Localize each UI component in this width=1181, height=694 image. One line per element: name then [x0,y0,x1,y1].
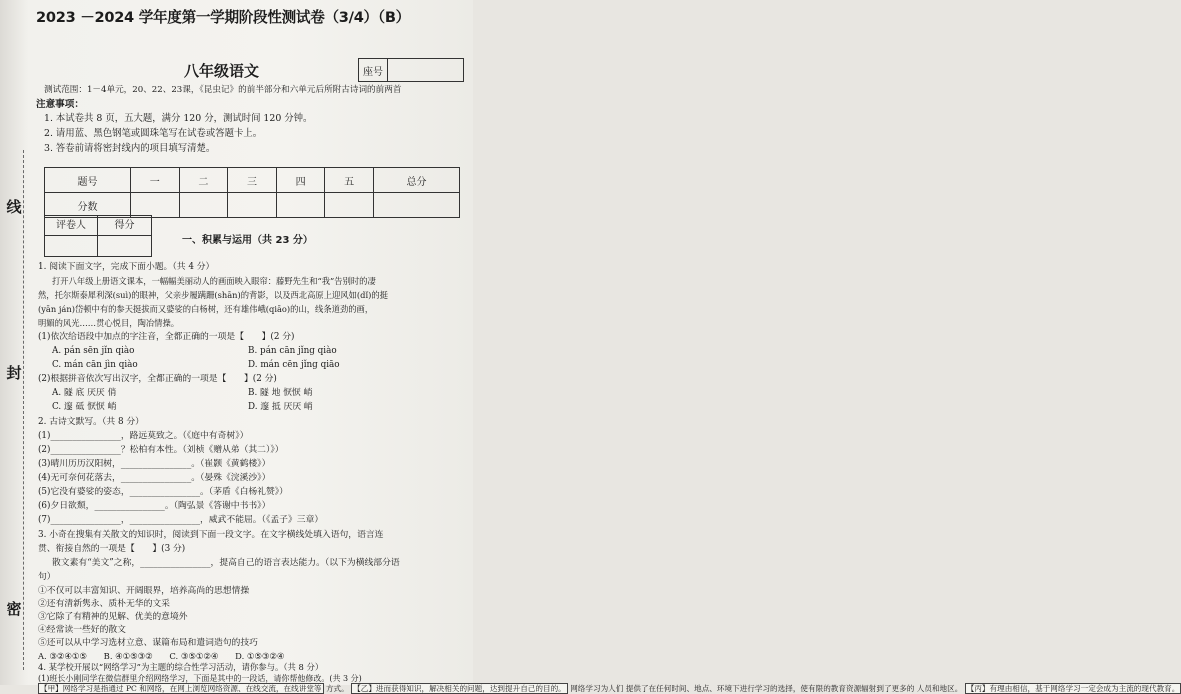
q3-item: ⑤还可以从中学习选材立意、谋篇布局和遣词造句的技巧 [38,638,258,648]
q3-item: ①不仅可以丰富知识、开阔眼界，培养高尚的思想情操 [38,586,250,596]
seal-margin [0,0,34,685]
q4-stem: 4. 某学校开展以“网络学习”为主题的综合性学习活动，请你参与。（共 8 分） [38,662,324,672]
q1-passage-line: 然，托尔斯泰犀利深(suì)的眼神，父亲步履蹒跚(shān)的背影，以及西北高原上迎风如(dǐ)的挺 [38,290,388,300]
score-header: 三 [228,168,277,193]
score-cell[interactable] [373,193,459,218]
seal-char-line: 线 [6,198,22,216]
seal-char-secret: 密 [6,600,22,618]
rater-box [44,215,152,257]
q1-stem: 1. 阅读下面文字，完成下面小题。（共 4 分） [38,262,215,272]
test-scope: 测试范围：1－4单元，20、22、23课，《昆虫记》的前半部分和六单元后所附古诗词的前两首 [44,85,402,95]
q2-stem: 2. 古诗文默写。（共 8 分） [38,417,144,427]
subject-title: 八年级语文 [184,62,260,80]
q1-passage-line: (yān ján)岱顿中有的参天挺拔而又婆娑的白杨树，还有雄伟峨(qiāo)的山，线条道劲的画， [38,304,374,314]
q2-line[interactable]: (6)夕日欲颓，________________。（陶弘景《答谢中书书》） [38,501,271,511]
notice-title: 注意事项： [36,99,84,110]
q4-passage [38,684,1180,694]
q3-options[interactable]: A. ③②④①⑤ B. ④①⑤③② C. ③⑤①②④ D. ①⑤③②④ [38,651,285,661]
score-table-header-row [45,168,460,193]
rater-divider [97,236,98,256]
notice-item: 3. 答卷前请将密封线内的项目填写清楚。 [44,143,216,154]
score-cell[interactable] [228,193,277,218]
q2-line[interactable]: (5)它没有婆娑的姿态，________________。（茅盾《白杨礼赞》） [38,487,288,497]
q3-passage-cont: 句） [38,572,56,582]
seal-char-seal: 封 [6,364,22,382]
q3-stem: 3. 小奇在搜集有关散文的知识时，阅读到下面一段文字。在文字横线处填入语句，语言连 [38,530,384,540]
q1-sub1-option[interactable]: A. pán sēn jǐn qiào [52,346,135,356]
q3-passage: 散文素有“美文”之称，________________，提高自己的语言表达能力。（以下为横线部分语 [52,558,400,568]
score-cell[interactable] [276,193,325,218]
score-cell[interactable] [325,193,374,218]
score-row-label: 分数 [45,193,131,218]
q4-sub1: (1)班长小刚同学在微信群里介绍网络学习，下面是其中的一段话，请你帮他修改。(共 3 分) [38,674,362,683]
q4-text: 提供了在任何时间、地点、环境下进行学习的选择，使有限的教育资源辐射到了更多的 [625,684,915,693]
q4-text: 人员和地区。 [916,684,963,693]
exam-title: 2023 －2024 学年度第一学期阶段性测试卷（3/4）（B） [36,9,410,26]
score-header: 总分 [373,168,459,193]
q3-item: ③它除了有精神的见解、优美的意境外 [38,612,188,622]
score-cell[interactable] [179,193,228,218]
q1-passage-line: 打开八年级上册语文课本，一幅幅美丽动人的画面映入眼帘：藤野先生和“我”告别时的凄 [52,276,376,286]
q1-sub2-option[interactable]: B. 隧 地 恹恹 峭 [248,388,313,398]
q2-line[interactable]: (1)________________，路远莫致之。（《庭中有奇树》） [38,431,249,441]
q1-sub2: (2)根据拼音依次写出汉字，全都正确的一项是【 】(2 分) [38,374,277,384]
q4-segment-bing[interactable]: 【丙】有理由相信，基于网络学习一定会成为主流的现代教育。 [966,684,1180,693]
q1-sub1-option[interactable]: D. mán cēn jǐng qiāo [248,360,340,370]
seat-number-box[interactable] [358,58,464,82]
section-1-title: 一、积累与运用（共 23 分） [182,235,313,246]
rater-label: 评卷人 [45,216,98,236]
score-header: 一 [130,168,179,193]
rater-score-label: 得分 [98,216,151,236]
q1-sub2-option[interactable]: A. 隧 底 厌厌 俏 [52,388,117,398]
score-header: 四 [276,168,325,193]
score-header: 题号 [45,168,131,193]
q2-line[interactable]: (7)________________，________________，威武不能屈。（《孟子》三章） [38,515,324,525]
q1-sub1-option[interactable]: B. pán cān jǐng qiào [248,346,337,356]
q2-line[interactable]: (4)无可奈何花落去，________________。（晏殊《浣溪沙》） [38,473,271,483]
score-header: 二 [179,168,228,193]
score-cell[interactable] [130,193,179,218]
q1-sub1: (1)依次给语段中加点的字注音，全都正确的一项是【 】(2 分) [38,332,295,342]
q4-segment-yi[interactable]: 【乙】进而获得知识，解决相关的问题，达到提升自己的目的。 [353,684,566,693]
q1-sub2-option[interactable]: D. 邃 抵 厌厌 峭 [248,402,313,412]
seal-line [23,150,24,670]
q3-stem-cont: 贯、衔接自然的一项是【 】(3 分) [38,544,186,554]
score-header: 五 [325,168,374,193]
q4-text: 网络学习为人们 [570,684,624,693]
q4-segment-jia-end: 方式。 [325,684,349,693]
notice-item: 2. 请用蓝、黑色钢笔或圆珠笔写在试卷或答题卡上。 [44,128,263,139]
score-table [44,167,460,218]
q2-line[interactable]: (2)________________？松柏有本性。（刘桢《赠从弟（其二）》） [38,445,284,455]
q3-item: ②还有清新隽永、质朴无华的文采 [38,599,170,609]
q1-sub2-option[interactable]: C. 邃 砥 恹恹 峭 [52,402,117,412]
q4-segment-jia[interactable]: 【甲】网络学习是指通过 PC 和网络，在网上浏览网络资源、在线交流，在线讲堂等 [40,684,322,693]
seat-label: 座号 [359,59,388,81]
q3-item: ④经常读一些好的散文 [38,625,126,635]
q1-sub1-option[interactable]: C. mán cān jìn qiào [52,360,138,370]
q1-passage-line: 明媚的风光……贯心悦目，陶冶情操。 [38,318,180,328]
q2-line[interactable]: (3)晴川历历汉阳树，________________。（崔颢《黄鹤楼》） [38,459,271,469]
score-table-score-row [45,193,460,218]
notice-item: 1. 本试卷共 8 页，五大题，满分 120 分，测试时间 120 分钟。 [44,113,313,124]
